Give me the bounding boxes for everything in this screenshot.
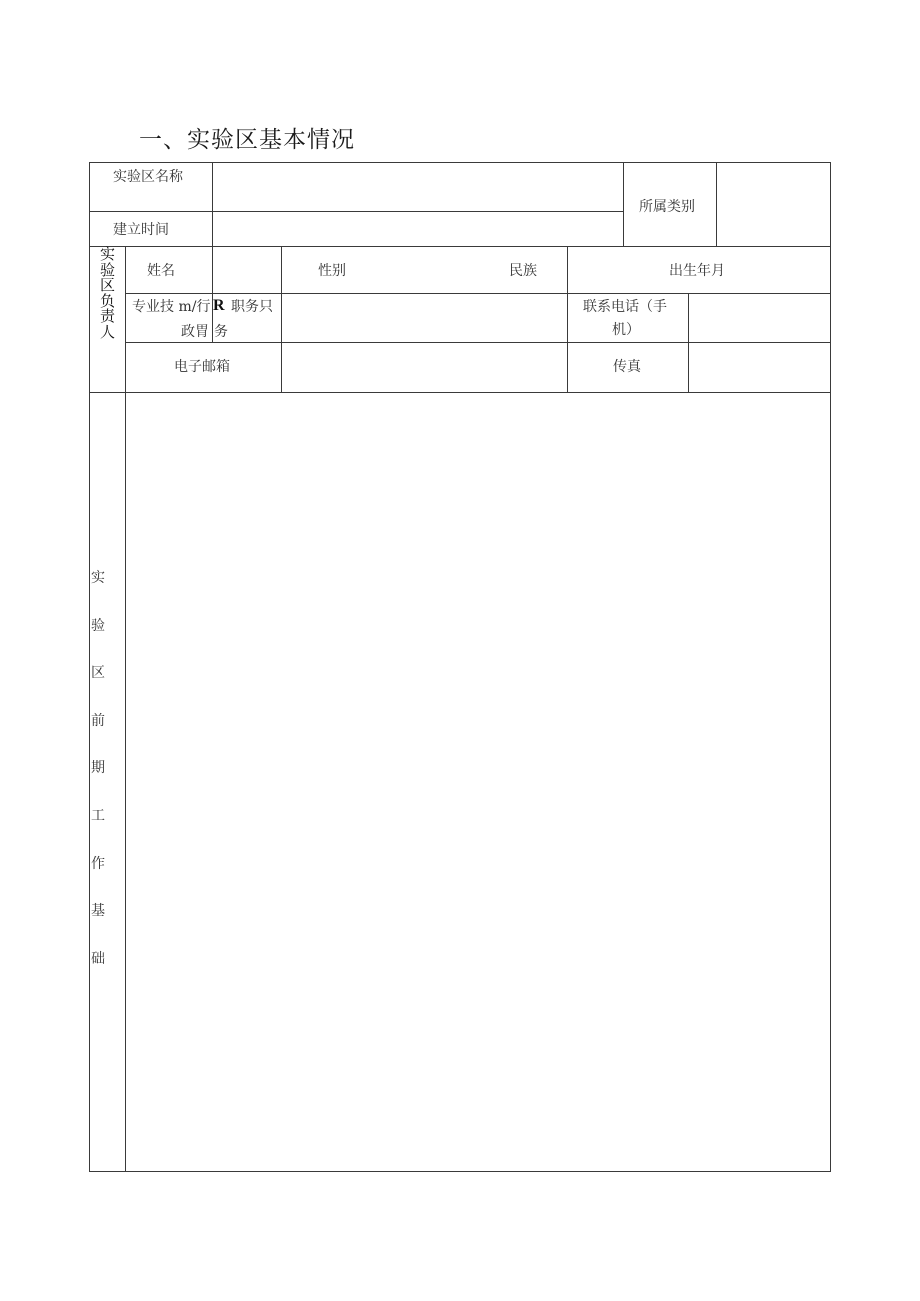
- name-field[interactable]: [213, 163, 623, 211]
- title-label-line2-b: 务: [214, 324, 228, 340]
- email-field[interactable]: [282, 343, 567, 392]
- leader-header-char: 实: [99, 245, 115, 263]
- leader-header-char: 验: [99, 260, 115, 279]
- gender-label: 性别: [318, 263, 346, 279]
- foundation-header-char: 期: [91, 760, 105, 777]
- foundation-header-char: 础: [91, 950, 105, 967]
- row-divider: [89, 246, 831, 247]
- col-divider: [623, 162, 624, 246]
- leader-header-char: 区: [99, 276, 115, 294]
- category-field[interactable]: [717, 163, 830, 246]
- foundation-header-char: 实: [91, 570, 105, 586]
- table-border-right: [830, 162, 831, 1172]
- founded-label: 建立时间: [113, 222, 169, 238]
- title-field[interactable]: [282, 294, 567, 342]
- foundation-header-char: 基: [91, 903, 105, 920]
- category-label: 所属类别: [639, 199, 695, 215]
- phone-label-line1: 联系电话（手: [583, 299, 667, 315]
- leader-name-field[interactable]: [213, 247, 281, 293]
- title-label-line1-a: 专业技 m/行: [132, 299, 211, 315]
- col-divider: [567, 246, 568, 392]
- leader-header-char: 人: [99, 322, 115, 341]
- birth-label: 出生年月: [669, 263, 725, 279]
- leader-header-char: 责: [99, 307, 115, 325]
- leader-header-char: 负: [99, 291, 115, 310]
- foundation-header-char: 验: [91, 617, 105, 634]
- fax-label: 传真: [613, 359, 641, 375]
- title-label-glyph: R: [213, 297, 225, 314]
- foundation-header-char: 工: [91, 807, 105, 824]
- foundation-header-char: 区: [91, 665, 105, 682]
- email-label: 电子邮箱: [174, 359, 230, 375]
- leader-section-header: [90, 247, 125, 340]
- fax-field[interactable]: [689, 343, 830, 392]
- founded-field[interactable]: [213, 212, 623, 246]
- table-border-bottom: [89, 1171, 831, 1172]
- title-label-line1-c: 职务只: [231, 299, 273, 315]
- foundation-header-char: 作: [91, 855, 105, 872]
- page-title: 一、实验区基本情况: [139, 127, 355, 153]
- title-label-line2-a: 政胃: [181, 324, 209, 340]
- name-label: 实验区名称: [113, 169, 183, 185]
- phone-label-line2: 机）: [612, 322, 640, 338]
- foundation-header-char: 前: [91, 712, 105, 729]
- ethnicity-label: 民族: [509, 263, 537, 279]
- leader-name-label: 姓名: [147, 263, 175, 279]
- phone-field[interactable]: [689, 294, 830, 342]
- foundation-section-header: [90, 568, 106, 996]
- foundation-field[interactable]: [126, 393, 830, 1171]
